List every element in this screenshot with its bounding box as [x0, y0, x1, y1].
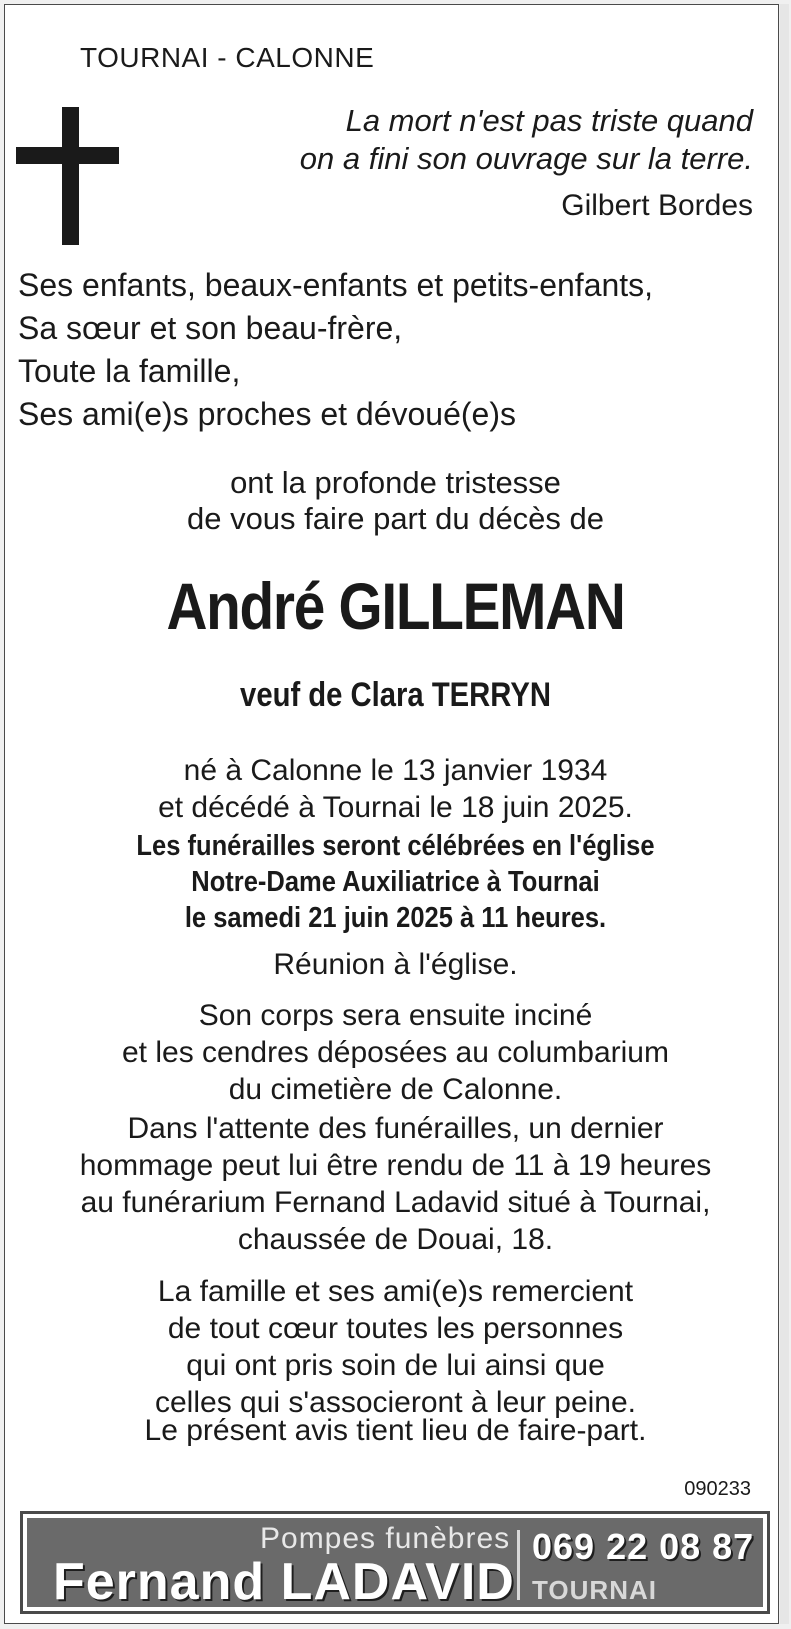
quote-author: Gilbert Bordes: [561, 189, 753, 222]
cremation-details: [0, 997, 791, 1108]
banner-subtitle: Pompes funèbres: [260, 1522, 511, 1555]
funeral-line: Les funérailles seront célébrées en l'église: [136, 830, 655, 862]
intro-text: [0, 465, 791, 537]
widow-of: veuf de Clara TERRYN: [240, 676, 551, 714]
closing-note: Le présent avis tient lieu de faire-part.: [144, 1414, 647, 1447]
tribute-line: hommage peut lui être rendu de 11 à 19 heures: [79, 1149, 712, 1182]
intro-line: de vous faire part du décès de: [186, 501, 605, 536]
tribute-line: au funérarium Fernand Ladavid situé à Tournai,: [80, 1186, 711, 1219]
thanks-line: celles qui s'associeront à leur peine.: [155, 1386, 636, 1419]
cross-vertical-bar: [62, 107, 79, 245]
dates-line: né à Calonne le 13 janvier 1934: [183, 754, 608, 787]
thanks-line: de tout cœur toutes les personnes: [167, 1312, 624, 1345]
family-line: Ses ami(e)s proches et dévoué(e)s: [18, 396, 516, 432]
quote: [300, 102, 753, 178]
banner-divider: [517, 1530, 520, 1600]
funeral-details: [47, 828, 743, 936]
dates-line: et décédé à Tournai le 18 juin 2025.: [158, 791, 633, 824]
quote-line: on a fini son ouvrage sur la terre.: [299, 141, 753, 176]
funeral-line: Notre-Dame Auxiliatrice à Tournai: [191, 866, 600, 898]
cremation-line: Son corps sera ensuite inciné: [198, 999, 593, 1032]
thanks-text: [0, 1273, 791, 1421]
thanks-line: La famille et ses ami(e)s remercient: [157, 1275, 634, 1308]
location-heading: TOURNAI - CALONNE: [80, 42, 375, 73]
cremation-line: et les cendres déposées au columbarium: [122, 1036, 669, 1069]
tribute-line: chaussée de Douai, 18.: [237, 1223, 554, 1256]
tribute-details: [0, 1110, 791, 1258]
family-line: Sa sœur et son beau-frère,: [18, 310, 403, 346]
quote-line: La mort n'est pas triste quand: [345, 103, 753, 138]
reference-number: 090233: [684, 1478, 751, 1500]
birth-death-dates: [0, 752, 791, 826]
meeting-note: Réunion à l'église.: [273, 948, 518, 981]
funeral-home-banner: [20, 1511, 770, 1614]
cross-horizontal-bar: [16, 147, 119, 164]
funeral-line: le samedi 21 juin 2025 à 11 heures.: [184, 902, 607, 934]
banner-background: [27, 1518, 763, 1611]
thanks-line: qui ont pris soin de lui ainsi que: [186, 1349, 605, 1382]
tribute-line: Dans l'attente des funérailles, un dernier: [127, 1112, 664, 1145]
banner-phone: 069 22 08 87: [532, 1526, 755, 1567]
family-line: Ses enfants, beaux-enfants et petits-enfants,: [18, 267, 654, 303]
deceased-name: André GILLEMAN: [166, 569, 625, 643]
banner-brand: Fernand LADAVID: [53, 1553, 515, 1611]
intro-line: ont la profonde tristesse: [230, 465, 561, 500]
family-list: [18, 264, 653, 436]
cremation-line: du cimetière de Calonne.: [228, 1073, 563, 1106]
banner-city: TOURNAI: [532, 1575, 657, 1605]
family-line: Toute la famille,: [18, 353, 241, 389]
